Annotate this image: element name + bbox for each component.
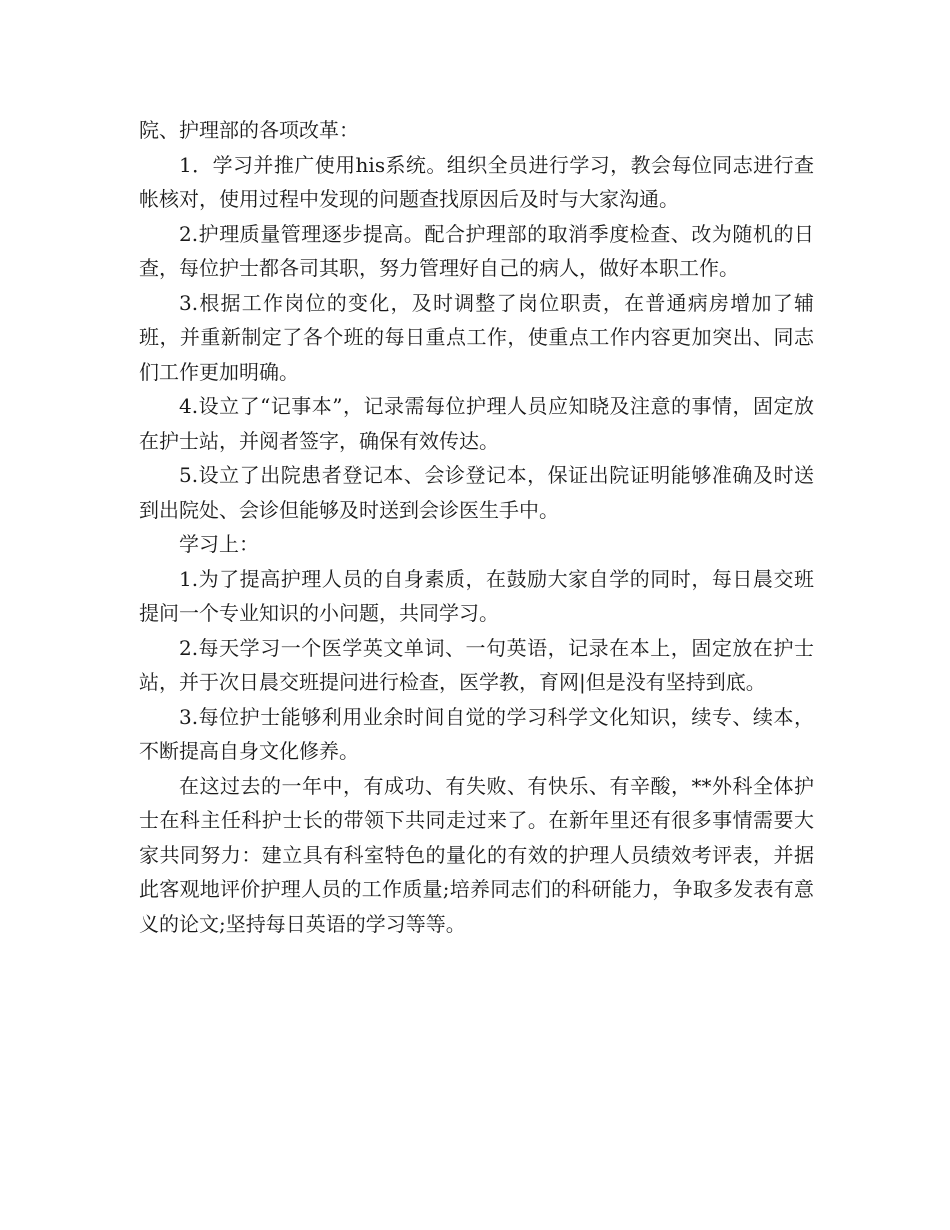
- paragraph-study-1: 1.为了提高护理人员的自身素质，在鼓励大家自学的同时，每日晨交班提问一个专业知识的小问题，共同学习。: [139, 566, 814, 625]
- paragraph-conclusion: 在这过去的一年中，有成功、有失败、有快乐、有辛酸，**外科全体护士在科主任科护士长的带领下共同走过来了。在新年里还有很多事情需要大家共同努力：建立具有科室特色的量化的有效的护理人员绩效考评表，并据此客观地评价护理人员的工作质量;培养同志们的科研能力，争取多发表有意义的论文;坚持每日英语的学习等等。: [139, 773, 814, 936]
- paragraph-reform-3: 3.根据工作岗位的变化，及时调整了岗位职责，在普通病房增加了辅班，并重新制定了各个班的每日重点工作，使重点工作内容更加突出、同志们工作更加明确。: [139, 290, 814, 384]
- paragraph-reform-2: 2.护理质量管理逐步提高。配合护理部的取消季度检查、改为随机的日查，每位护士都各司其职，努力管理好自己的病人，做好本职工作。: [139, 221, 814, 280]
- paragraph-study-3: 3.每位护士能够利用业余时间自觉的学习科学文化知识，续专、续本，不断提高自身文化修养。: [139, 704, 814, 763]
- paragraph-study-2: 2.每天学习一个医学英文单词、一句英语，记录在本上，固定放在护士站，并于次日晨交班提问进行检查，医学教，育网|但是没有坚持到底。: [139, 635, 814, 694]
- paragraph-reform-5: 5.设立了出院患者登记本、会诊登记本，保证出院证明能够准确及时送到出院处、会诊但能够及时送到会诊医生手中。: [139, 463, 814, 522]
- document-body: [139, 113, 814, 941]
- paragraph-reform-4: 4.设立了“记事本”，记录需每位护理人员应知晓及注意的事情，固定放在护士站，并阅者签字，确保有效传达。: [139, 394, 814, 453]
- paragraph-reform-intro: 院、护理部的各项改革：: [139, 118, 359, 142]
- section-heading-study: 学习上：: [179, 532, 259, 556]
- paragraph-reform-1: 1．学习并推广使用his系统。组织全员进行学习，教会每位同志进行查帐核对，使用过程中发现的问题查找原因后及时与大家沟通。: [139, 152, 814, 211]
